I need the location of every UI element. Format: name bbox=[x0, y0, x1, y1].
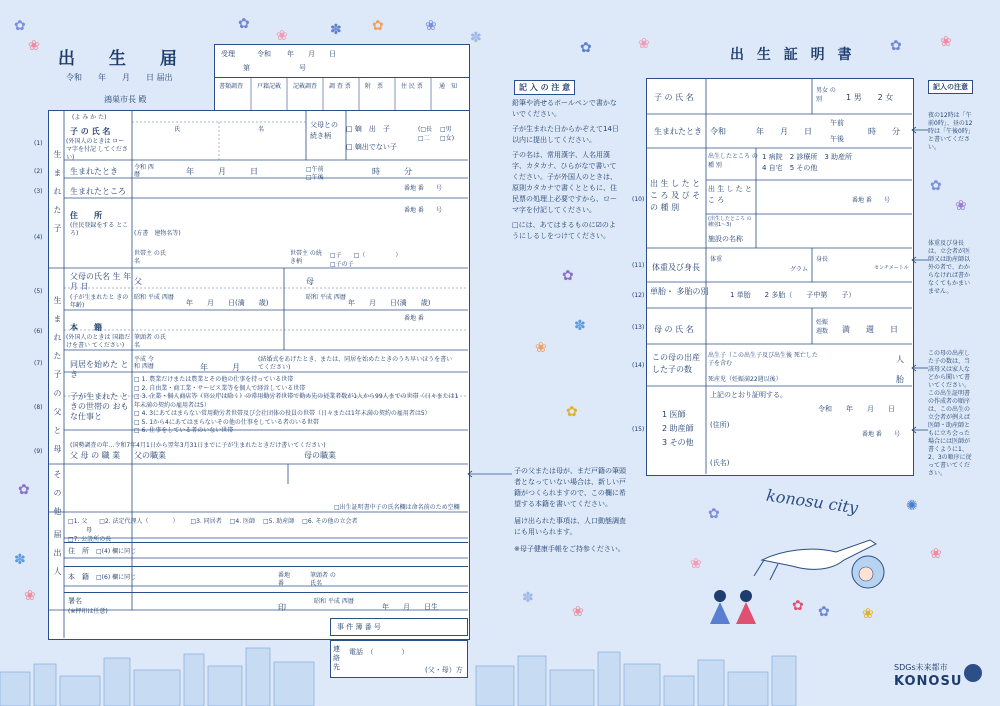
mother-era: 昭和 平成 西暦 bbox=[306, 294, 346, 301]
cert-sex-label: 男女 の別 bbox=[816, 87, 836, 103]
receipt-era: 令和 bbox=[257, 50, 271, 58]
receipt-number: 第 号 bbox=[243, 64, 306, 72]
cert-facility-note: (出生したところ の種別1〜3) bbox=[708, 216, 752, 228]
receipt-col: 住 民 票 bbox=[401, 83, 423, 90]
legitimate-label: 嫡 出 子 bbox=[354, 125, 390, 133]
flower-icon: ✿ bbox=[372, 18, 384, 34]
honseki-note: (外国人のときは 国籍だけを書い てください) bbox=[66, 334, 131, 349]
contact-who: (父・母）方 bbox=[425, 666, 463, 674]
side-label-child: 生 ま れ た 子 bbox=[53, 150, 62, 237]
cert-place-addr-label: 出 生 し た と こ ろ bbox=[708, 185, 752, 204]
cert-mother-label: 母 の 氏 名 bbox=[654, 325, 694, 334]
flower-icon: ✿ bbox=[580, 40, 592, 56]
cert-row-num: (10) bbox=[632, 196, 645, 203]
place-kind[interactable]: 3 助産所 bbox=[824, 153, 853, 161]
census-note: (国勢調査の年…令和7年4月1日から翌年3月31日までに子が生まれたときだけ書いてください) bbox=[70, 442, 326, 449]
hina-dolls-icon bbox=[704, 588, 764, 628]
mother-birthdate: 年 月 日(満 歳) bbox=[348, 299, 431, 307]
side-label-reporter: 届 出 人 bbox=[53, 530, 62, 580]
householder-grandchild-checkbox[interactable]: □子の子 bbox=[330, 261, 354, 268]
row-num: (9) bbox=[34, 448, 43, 455]
cert-name-label: 子 の 氏 名 bbox=[654, 93, 694, 102]
receipt-date: 年 月 日 bbox=[287, 50, 336, 58]
place-kind[interactable]: 1 病院 bbox=[762, 153, 783, 161]
household-occupation-label: 子が生まれた ときの世帯の おもな仕事と bbox=[70, 392, 129, 421]
household-option[interactable]: □ 6. 仕事をしている者のいない世帯 bbox=[134, 427, 234, 434]
cert-row-num: (12) bbox=[632, 292, 645, 299]
receipt-col: 調 査 票 bbox=[329, 83, 351, 90]
contact-tel: 電話 （ ） bbox=[349, 648, 409, 656]
row-num: (1) bbox=[34, 140, 43, 147]
cohabit-era: 平成 令和 西暦 bbox=[134, 356, 154, 370]
father-era: 昭和 平成 西暦 bbox=[134, 294, 174, 301]
flower-icon: ❀ bbox=[690, 556, 702, 572]
cert-place-kind-label: 出生したところ の 種 別 bbox=[708, 153, 758, 169]
flower-icon: ✽ bbox=[574, 318, 586, 334]
cert-children-label: この母の出産 した子の数 bbox=[652, 353, 700, 374]
notes-body bbox=[512, 98, 622, 242]
certificate-title: 出 生 証 明 書 bbox=[730, 47, 856, 63]
receipt-col: 書類調査 bbox=[219, 83, 244, 90]
addressee: 鴻巣市長 殿 bbox=[104, 95, 147, 104]
cert-addr-label: (住所) bbox=[710, 421, 730, 429]
cert-body-label: 体重及び身長 bbox=[652, 263, 700, 272]
cert-weeks: 満 週 日 bbox=[842, 325, 898, 334]
konosu-city-text: konosu city bbox=[765, 485, 860, 518]
cert-multi-label: 単胎・ 多胎の別 bbox=[650, 287, 709, 296]
cert-gram: グラム bbox=[790, 266, 808, 273]
cert-banchi: 番地 番 号 bbox=[862, 431, 900, 438]
cert-row-num: (15) bbox=[632, 426, 645, 433]
child-name-note: (外国人のときは ローマ字を付記 してください) bbox=[66, 138, 128, 161]
arrow-icon bbox=[466, 470, 516, 478]
householder-relation-label: 世帯主 の続き柄 bbox=[290, 250, 322, 265]
reporter-era: 昭和 平成 西暦 bbox=[314, 598, 354, 605]
flower-icon: ✿ bbox=[930, 178, 942, 194]
reporter-address-same[interactable]: □(4) 欄に同じ bbox=[96, 548, 137, 555]
reporter-qual-option[interactable]: □6. その他の立会者 bbox=[302, 518, 358, 525]
cert-roles bbox=[662, 408, 694, 450]
household-option[interactable]: □ 5. 1から4にあてはまらないその他の仕事をしている者のいる世帯 bbox=[134, 418, 319, 426]
cert-facility-label: 施設の名称 bbox=[708, 235, 743, 243]
address-label: 住 所 bbox=[70, 211, 102, 220]
cert-weeks-label: 妊娠 週数 bbox=[816, 319, 829, 335]
reporter-address-label: 住 所 bbox=[68, 547, 89, 555]
form-title: 出 生 届 bbox=[58, 49, 191, 69]
side-label-parents: 生 ま れ た 子 の 父 と 母 bbox=[53, 296, 62, 457]
flower-icon: ✿ bbox=[14, 18, 26, 34]
given-name-label: 名 bbox=[258, 126, 265, 133]
flower-icon: ❀ bbox=[862, 606, 874, 622]
reporter-honseki-label: 本 籍 bbox=[68, 573, 89, 581]
cert-row-num: (11) bbox=[632, 262, 645, 269]
other-checkbox[interactable]: □出生証明書中子の氏名欄は命名前のため空欄 bbox=[334, 504, 460, 511]
note-paragraph: ※母子健康手帳をご持参ください。 bbox=[514, 545, 625, 553]
flower-icon: ✿ bbox=[818, 604, 830, 620]
cert-stillborn-label: 死産児（妊娠満22週以後） bbox=[708, 376, 782, 383]
relation-label: 父母との 続き柄 bbox=[310, 121, 338, 140]
arrow-icon bbox=[910, 364, 930, 372]
cert-side-note: 体重及び身長は、立会者が医師又は助産師以外の者で、わからなければ書かなくてもかまいません。 bbox=[928, 240, 971, 295]
cert-pm: 午後 bbox=[830, 135, 844, 143]
am-checkbox[interactable]: □午前 bbox=[306, 166, 324, 173]
row-num: (6) bbox=[34, 328, 43, 335]
note-paragraph: 届け出られた事項は、人口動態調査にも用いられます。 bbox=[514, 517, 626, 536]
flower-icon: ❀ bbox=[425, 18, 437, 34]
cert-stillborn-unit: 胎 bbox=[896, 375, 904, 384]
reporter-qual-option[interactable]: □7. 公設所の長 bbox=[68, 536, 112, 543]
flower-icon: ✽ bbox=[522, 590, 534, 606]
case-number-box bbox=[330, 618, 468, 636]
cert-sign-era: 令和 bbox=[818, 405, 832, 413]
flower-icon: ✽ bbox=[330, 22, 342, 38]
flower-icon: ✿ bbox=[890, 38, 902, 54]
receipt-col: 記載調査 bbox=[293, 83, 318, 90]
mother-label: 母 bbox=[306, 277, 314, 286]
flower-icon: ❀ bbox=[930, 546, 942, 562]
reporter-qual-option[interactable]: □5. 助産師 bbox=[262, 518, 295, 525]
cert-multi-options: 1 単胎 2 多胎（ 子中第 子） bbox=[730, 291, 856, 299]
cohabit-ym: 年 月 bbox=[200, 363, 240, 372]
birth-time-era: 令和 西暦 bbox=[134, 164, 154, 178]
birth-time-label: 生まれたとき bbox=[70, 167, 118, 176]
row-num: (4) bbox=[34, 234, 43, 241]
flower-icon: ✿ bbox=[238, 16, 250, 32]
row-num: (8) bbox=[34, 404, 43, 411]
flower-icon: ❀ bbox=[28, 38, 40, 54]
row-num: (3) bbox=[34, 188, 43, 195]
place-kind[interactable]: 5 その他 bbox=[789, 164, 818, 172]
receipt-col: 戸籍記載 bbox=[257, 83, 282, 90]
konosu-logo: KONOSU bbox=[894, 674, 963, 689]
note-paragraph: 鉛筆や消せるボールペンで書かないでください。 bbox=[512, 99, 617, 118]
flower-icon: ✽ bbox=[14, 552, 26, 568]
notes-body-2 bbox=[514, 466, 626, 555]
arrow-icon bbox=[910, 126, 930, 134]
notes-title: 記 入 の 注 意 bbox=[514, 80, 575, 95]
cert-am: 午前 bbox=[830, 119, 844, 127]
household-option[interactable]: □ 3. 企業・個人商店等（官公庁は除く）の常用勤労者世帯で勤め先の従業者数が1人から99人までの世帯（日々または1年未満の契約の雇用者は5） bbox=[134, 393, 459, 409]
stork-icon bbox=[752, 520, 892, 596]
householder-child-checkbox[interactable]: □子 □（ ） bbox=[330, 252, 402, 259]
cert-height-label: 身長 bbox=[816, 256, 829, 263]
address-building-note: (方書 建物名等) bbox=[134, 230, 181, 237]
receipt-label: 受理 bbox=[221, 50, 235, 58]
parents-label: 父母の氏名 生 年 月 日 bbox=[70, 272, 132, 291]
flower-icon: ✿ bbox=[18, 482, 30, 498]
reporter-qualification bbox=[68, 516, 468, 525]
flower-icon: ❀ bbox=[955, 198, 967, 214]
household-occupation-options bbox=[134, 376, 462, 436]
household-option[interactable]: □ 2. 自由業・商工業・サービス業等を個人で経営している世帯 bbox=[134, 384, 306, 392]
order-opt[interactable]: □二 bbox=[418, 135, 430, 142]
householder-label: 世帯主 の氏名 bbox=[134, 250, 166, 265]
flower-icon: ❀ bbox=[276, 28, 288, 44]
nonlegitimate-checkbox[interactable]: □ 嫡出でない子 bbox=[346, 143, 397, 151]
flower-icon: ❀ bbox=[572, 604, 584, 620]
cohabit-label: 同居を始めた とき bbox=[70, 360, 129, 379]
sex-opt[interactable]: □男 bbox=[440, 126, 452, 133]
konosu-mascot-icon bbox=[964, 664, 982, 682]
father-birthdate: 年 月 日(満 歳) bbox=[186, 299, 269, 307]
flower-icon: ✿ bbox=[562, 268, 574, 284]
birth-time-date: 年 月 日 bbox=[186, 167, 258, 176]
sdgs-label: SDGs未来都市 bbox=[894, 663, 948, 672]
reporter-qual-option[interactable]: □1. 父 bbox=[68, 518, 88, 525]
row-num: (2) bbox=[34, 168, 43, 175]
flower-icon: ❀ bbox=[535, 340, 547, 356]
cert-side-note: この出生証明書の作成者の順序は、この出生の立会者が例えば医師・助産師ともに立ち会った場合には医師が書くように1、2、3の順序に従って書いてください。 bbox=[928, 390, 972, 477]
address-note: (住民登録をする ところ) bbox=[70, 222, 129, 237]
honseki-banchi: 番地 番 bbox=[404, 315, 424, 322]
household-option[interactable]: □ 4. 3にあてはまらない常用勤労者世帯及び会社団体の役員の世帯（日々または1年未満の契約の雇用者は5） bbox=[134, 410, 431, 417]
cert-time-date: 年 月 日 bbox=[756, 127, 812, 136]
cohabit-note: (結婚式をあげたとき、または、同居を始めたときのうち早いほうを書いてください) bbox=[258, 356, 453, 371]
reporter-mother-label: 母 bbox=[86, 527, 93, 534]
cert-role[interactable]: 3 その他 bbox=[662, 438, 694, 447]
reporter-head-label: 筆頭者 の氏名 bbox=[310, 572, 336, 587]
flower-icon: ✺ bbox=[906, 498, 918, 514]
reporter-banchi: 番地 番 bbox=[278, 572, 291, 587]
cert-time-era: 令和 bbox=[710, 127, 726, 136]
flower-icon: ✿ bbox=[566, 404, 578, 420]
cert-born-unit: 人 bbox=[896, 355, 904, 364]
place-kind[interactable]: 2 診療所 bbox=[789, 153, 818, 161]
reporter-sign-note: (※押印は任意) bbox=[68, 608, 108, 615]
cert-sex-options: 1 男 2 女 bbox=[846, 93, 894, 102]
flower-icon: ❀ bbox=[940, 34, 952, 50]
cert-place-label: 出 生 し た と こ ろ 及 び そ の 種 別 bbox=[650, 179, 701, 212]
pm-checkbox[interactable]: □午後 bbox=[306, 174, 324, 181]
reporter-qual-option[interactable]: □2. 法定代理人（ ） bbox=[99, 518, 179, 525]
receipt-col: 通 知 bbox=[439, 83, 458, 90]
cert-name-sign-label: (氏名) bbox=[710, 459, 730, 467]
father-label: 父 bbox=[134, 277, 142, 286]
parents-occupation-label: 父 母 の 職 業 bbox=[70, 451, 121, 460]
row-num: (5) bbox=[34, 288, 43, 295]
note-paragraph: □には、あてはまるものに☑のようにしるしをつけてください。 bbox=[512, 221, 616, 240]
note-paragraph: 子の父または母が、まだ戸籍の筆頭者となっていない場合は、新しい戸籍がつくられますので、この欄に希望する本籍を書いてください。 bbox=[514, 467, 626, 508]
child-name-label: 子 の 氏 名 bbox=[70, 127, 111, 136]
cert-role[interactable]: 1 医師 bbox=[662, 410, 686, 419]
mother-occupation-label: 母の職業 bbox=[304, 451, 336, 460]
cert-place-kinds bbox=[762, 152, 910, 174]
reporter-sign-label: 署名 bbox=[68, 597, 82, 605]
reporter-birthdate: 年 月 日生 bbox=[382, 603, 438, 611]
surname-label: 氏 bbox=[174, 126, 181, 133]
birth-place-banchi: 番地 番 号 bbox=[404, 185, 442, 192]
cert-role[interactable]: 2 助産師 bbox=[662, 424, 694, 433]
contact-label: 連 絡 先 bbox=[333, 645, 340, 671]
honseki-head-label: 筆頭者 の氏名 bbox=[134, 334, 166, 349]
cert-place-banchi: 番地 番 号 bbox=[852, 197, 890, 204]
flower-icon: ❀ bbox=[638, 36, 650, 52]
honseki-label: 本 籍 bbox=[70, 323, 102, 332]
flower-icon: ✿ bbox=[792, 598, 804, 614]
cert-notes-title: 記入の注意 bbox=[928, 80, 973, 94]
cert-side-note: 夜の12時は「午前0時」、昼の12時は「午後0時」と書いてください。 bbox=[928, 112, 974, 151]
cert-cm: センチメートル bbox=[874, 265, 909, 271]
sex-opt[interactable]: □女) bbox=[440, 135, 455, 142]
filing-date: 令和 年 月 日 届出 bbox=[66, 73, 173, 82]
cert-time-label: 生まれたとき bbox=[654, 127, 702, 136]
cert-sign-date: 年 月 日 bbox=[846, 405, 895, 413]
receipt-col: 附 票 bbox=[365, 83, 384, 90]
case-number-label: 事 件 簿 番 号 bbox=[337, 623, 381, 631]
parents-note: (子が生まれたと きの年齢) bbox=[70, 294, 129, 309]
legitimate-checkbox[interactable]: □ 嫡 出 子 bbox=[346, 125, 390, 133]
note-paragraph: 子の名は、常用漢字、人名用漢字、カタカナ、ひらがなで書いてください。子が外国人のときは、原則カタカナで書くとともに、住民票の処理上必要ですから、ローマ字を付記してください。 bbox=[512, 151, 617, 214]
nonlegitimate-label: 嫡出でない子 bbox=[354, 143, 397, 151]
side-label-other: そ の 他 bbox=[53, 470, 62, 520]
order-opt[interactable]: (□長 bbox=[418, 126, 433, 133]
birth-place-label: 生まれたところ bbox=[70, 187, 126, 196]
flower-icon: ❀ bbox=[24, 588, 36, 604]
cert-side-note: この母の出産した子の数は、当該母又は家人などから聞いて書いてください。 bbox=[928, 350, 971, 389]
cert-weight-label: 体重 bbox=[710, 256, 723, 263]
cert-time-hm: 時 分 bbox=[868, 127, 900, 136]
flower-icon: ✽ bbox=[470, 30, 482, 46]
cert-born-label: 出生子（この出生子及び出生後 死亡した子を含む bbox=[708, 352, 818, 367]
reporter-seal: 印 bbox=[278, 603, 286, 612]
address-banchi: 番地 番 号 bbox=[404, 207, 442, 214]
reporter-honseki-same[interactable]: □(6) 欄に同じ bbox=[96, 574, 137, 581]
arrow-icon bbox=[910, 256, 930, 264]
receipt-box bbox=[214, 44, 470, 112]
arrow-icon bbox=[910, 426, 930, 434]
place-kind[interactable]: 4 自宅 bbox=[762, 164, 783, 172]
row-num: (7) bbox=[34, 360, 43, 367]
father-occupation-label: 父の職業 bbox=[134, 451, 166, 460]
reporter-qual-option[interactable]: □3. 同居者 bbox=[190, 518, 222, 525]
birth-time-hm: 時 分 bbox=[372, 167, 412, 176]
flower-icon: ✿ bbox=[708, 506, 720, 522]
cert-statement: 上記のとおり証明する。 bbox=[710, 391, 787, 399]
name-ruby: (よ み か た) bbox=[72, 114, 107, 121]
note-paragraph: 子が生まれた日からかぞえて14日以内に提出してください。 bbox=[512, 125, 619, 144]
cert-row-num: (14) bbox=[632, 362, 645, 369]
city-skyline bbox=[0, 636, 1000, 706]
cert-row-num: (13) bbox=[632, 324, 645, 331]
household-option[interactable]: □ 1. 農業だけまたは農業とその他の仕事を持っている世帯 bbox=[134, 376, 294, 383]
reporter-qual-option[interactable]: □4. 医師 bbox=[229, 518, 256, 525]
